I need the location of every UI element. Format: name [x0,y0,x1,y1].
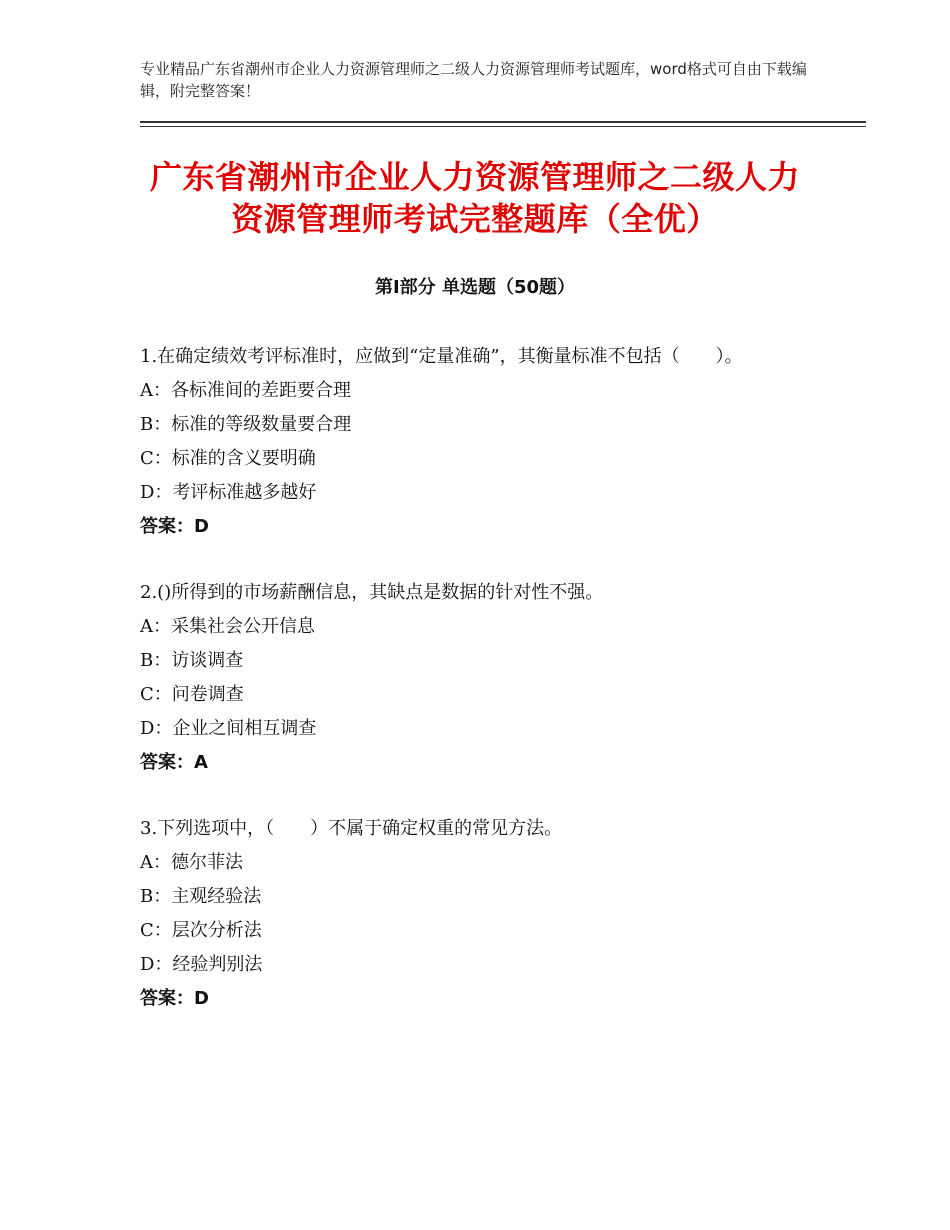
header-rule-thin [140,126,866,127]
option-c: C：问卷调查 [140,684,244,705]
answer: 答案：D [140,516,209,537]
option-b: B：访谈调查 [140,650,244,671]
option-b: B：标准的等级数量要合理 [140,414,352,435]
question-2 [140,576,820,780]
section-heading: 第Ⅰ部分 单选题（50题） [374,277,575,298]
question-stem: 2.()所得到的市场薪酬信息，其缺点是数据的针对性不强。 [140,582,604,603]
question-1 [140,340,820,544]
question-stem: 3.下列选项中，（ ）不属于确定权重的常见方法。 [140,818,563,839]
option-d: D：考评标准越多越好 [140,482,317,503]
option-a: A：各标准间的差距要合理 [140,380,351,401]
document-title: 广东省潮州市企业人力资源管理师之二级人力资源管理师考试完整题库（全优） [149,158,800,238]
option-c: C：标准的含义要明确 [140,448,316,469]
option-b: B：主观经验法 [140,886,262,907]
header-note: 专业精品广东省潮州市企业人力资源管理师之二级人力资源管理师考试题库，word格式可自由下载编辑，附完整答案！ [140,60,807,100]
question-list [140,340,820,1048]
answer: 答案：A [140,752,208,773]
option-a: A：德尔菲法 [140,852,243,873]
option-a: A：采集社会公开信息 [140,616,315,637]
option-d: D：经验判别法 [140,954,263,975]
answer: 答案：D [140,988,209,1009]
option-c: C：层次分析法 [140,920,262,941]
header-rule-thick [140,121,866,123]
question-stem: 1.在确定绩效考评标准时，应做到“定量准确”，其衡量标准不包括（ ）。 [140,346,743,367]
option-d: D：企业之间相互调查 [140,718,317,739]
question-3 [140,812,820,1016]
